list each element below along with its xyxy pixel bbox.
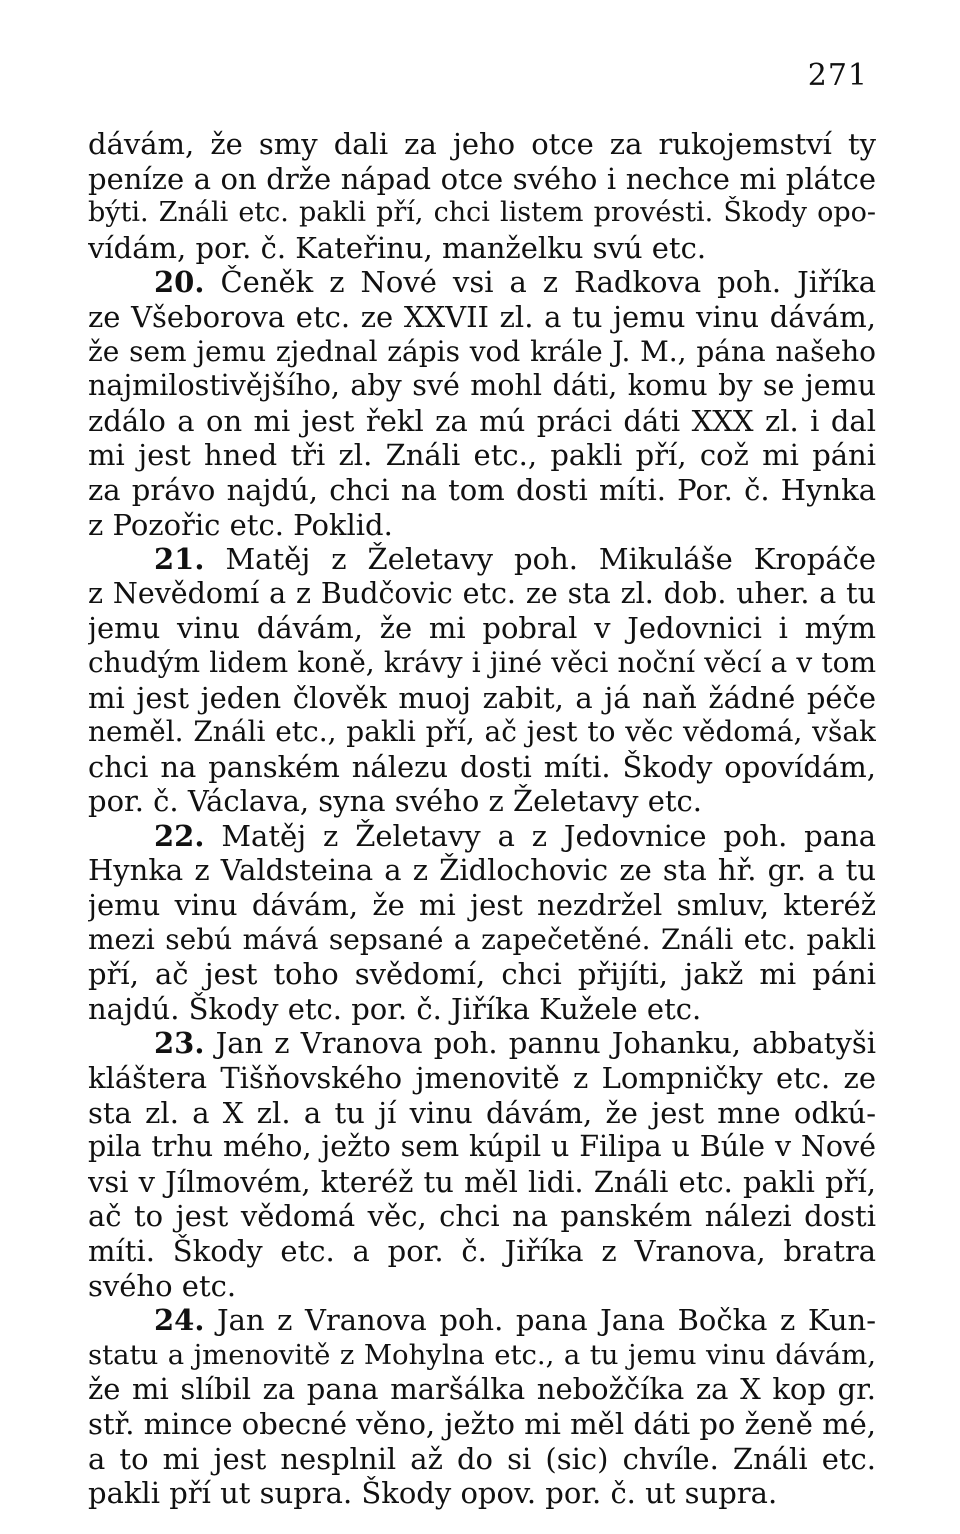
line-text: míti. Škody etc. a por. č. Jiříka z Vranova, bratra [88,1234,876,1268]
text-line [88,888,876,923]
line-text: chci na panském nálezu dosti míti. Škody opovídám, [88,749,876,784]
text-line [88,853,876,888]
text-line [88,1372,876,1407]
line-text: z Nevědomí a z Budčovic etc. ze sta zl. dob. uher. a tu [88,576,876,610]
text-line [88,1269,876,1304]
line-text: ač to jest vědomá věc, chci na panském nálezi dosti [88,1199,876,1234]
line-text: Jan z Vranova poh. pannu Johanku, abbatyši [215,1026,876,1061]
entry-number: 21. [154,542,205,577]
line-text: pakli pří ut supra. Škody opov. por. č. ut supra. [88,1476,778,1511]
entry-number: 22. [154,818,205,853]
text-line [88,750,876,785]
text-line [88,611,876,646]
text-line [88,923,876,958]
line-text: najmilostivějšího, aby své mohl dáti, komu by se jemu [88,369,876,403]
text-line [88,231,876,266]
paragraph-start-line [88,1026,876,1061]
text-line [88,577,876,612]
line-text: býti. Ználi etc. pakli pří, chci listem provésti. Škody opo- [88,197,876,229]
line-text: jemu vinu dávám, že mi pobral v Jedovnici i mým [88,611,876,646]
text-line [88,196,876,231]
text-line [88,369,876,404]
line-text: že mi slíbil za pana maršálka nebožčíka za X kop gr. [88,1372,876,1407]
text-line [88,646,876,681]
line-text: jemu vinu dávám, že mi jest nezdržel smluv, kteréž [88,888,876,923]
entry-number: 20. [154,265,205,300]
text-line [88,1407,876,1442]
line-text: pila trhu mého, ježto sem kúpil u Filipa u Búle v Nové [88,1130,876,1164]
text-line [88,992,876,1027]
line-text: ze Všeborova etc. ze XXVII zl. a tu jemu vinu dávám, [88,299,876,334]
line-text: neměl. Ználi etc., pakli pří, ač jest to věc vědomá, však [88,715,876,749]
line-text: a to mi jest nesplnil až do si (sic) chvíle. Ználi etc. [88,1441,876,1476]
text-line [88,404,876,439]
text-line [88,957,876,992]
line-text: Matěj z Želetavy a z Jedovnice poh. pana [221,818,876,853]
text-line [88,1338,876,1373]
text-line [88,1234,876,1269]
text-line [88,162,876,197]
paragraph-start-line [88,1303,876,1338]
line-text: Jan z Vranova poh. pana Jana Bočka z Kun- [217,1303,876,1338]
text-line [88,1061,876,1096]
text-line [88,715,876,750]
line-text: stř. mince obecné věno, ježto mi měl dáti po ženě mé, [88,1406,876,1441]
text-line [88,681,876,716]
text-line [88,1165,876,1200]
line-text: zdálo a on mi jest řekl za mú práci dáti XXX zl. i dal [88,403,876,438]
text-line [88,784,876,819]
line-text: Hynka z Valdsteina a z Židlochovic ze sta hř. gr. a tu [88,853,876,888]
text-line [88,438,876,473]
line-text: že sem jemu zjednal zápis vod krále J. M., pána našeho [88,334,876,368]
entry-number: 24. [154,1303,205,1338]
text-line [88,473,876,508]
line-text: svého etc. [88,1268,237,1303]
text-line [88,1199,876,1234]
line-text: pří, ač jest toho svědomí, chci přijíti, jakž mi páni [88,957,876,992]
text-line [88,1442,876,1477]
line-text: peníze a on drže nápad otce svého i nechce mi plátce [88,161,876,196]
line-text: mi jest jeden člověk muoj zabit, a já naň žádné péče [88,680,876,715]
text-line [88,508,876,543]
line-text: kláštera Tišňovského jmenovitě z Lompničky etc. ze [88,1061,876,1096]
text-line [88,300,876,335]
text-line [88,1096,876,1131]
line-text: za právo najdú, chci na tom dosti míti. Por. č. Hynka [88,472,876,507]
page-number: 271 [807,58,868,93]
line-text: najdú. Škody etc. por. č. Jiříka Kužele etc. [88,991,702,1026]
entry-number: 23. [154,1026,205,1061]
line-text: vídám, por. č. Kateřinu, manželku svú etc. [88,230,707,265]
text-line [88,1130,876,1165]
text-line [88,127,876,162]
line-text: mi jest hned tři zl. Ználi etc., pakli pří, což mi páni [88,438,876,473]
paragraph-start-line [88,542,876,577]
line-text: dávám, že smy dali za jeho otce za rukojemství ty [88,127,876,161]
line-text: Matěj z Želetavy poh. Mikuláše Kropáče [225,542,876,577]
line-text: por. č. Václava, syna svého z Želetavy etc. [88,784,702,819]
body-text [88,127,876,1511]
paragraph-start-line [88,819,876,854]
text-line [88,335,876,370]
line-text: mezi sebú mává sepsané a zapečetěné. Ználi etc. pakli [88,922,876,956]
text-line [88,1476,876,1511]
paragraph-start-line [88,265,876,300]
line-text: Čeněk z Nové vsi a z Radkova poh. Jiříka [220,265,876,300]
line-text: z Pozořic etc. Poklid. [88,507,393,542]
line-text: statu a jmenovitě z Mohylna etc., a tu jemu vinu dávám, [88,1338,876,1371]
line-text: vsi v Jílmovém, kteréž tu měl lidi. Ználi etc. pakli pří, [88,1164,876,1199]
line-text: sta zl. a X zl. a tu jí vinu dávám, že jest mne odkú- [88,1095,876,1130]
line-text: chudým lidem koně, krávy i jiné věci noční věcí a v tom [88,645,876,679]
